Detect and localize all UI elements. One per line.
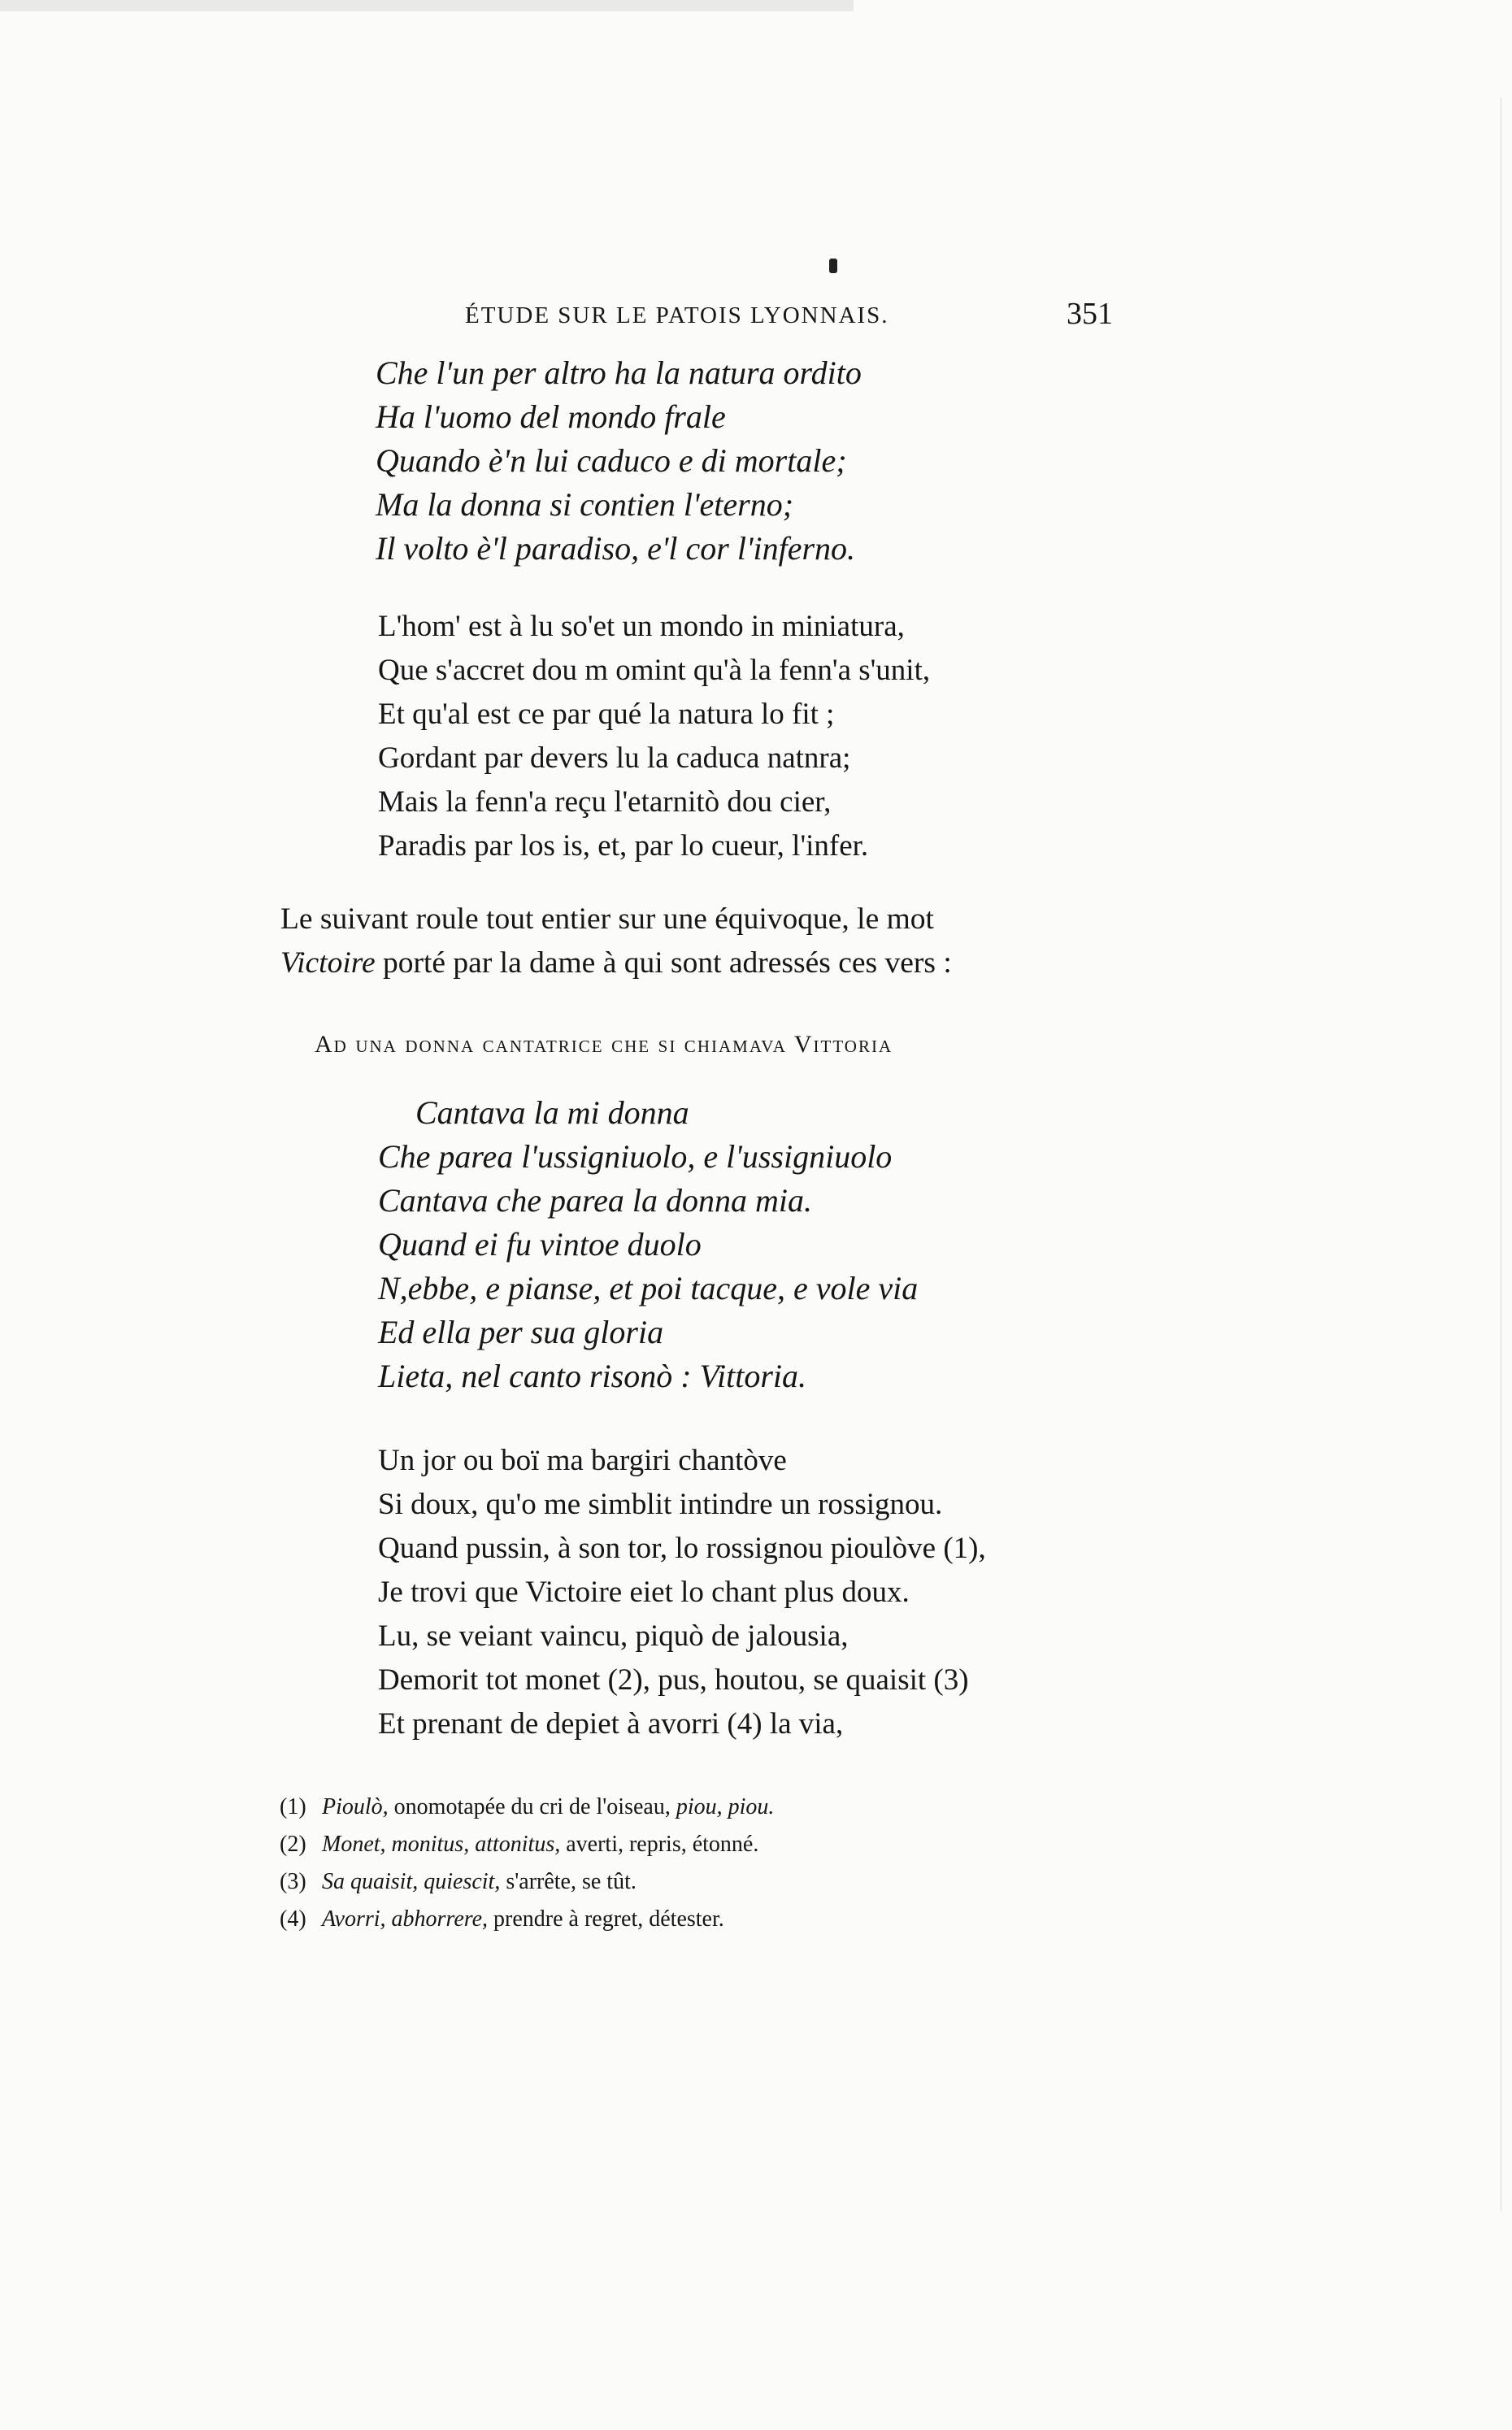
paragraph-line: Le suivant roule tout entier sur une équivoque, le mot: [280, 902, 934, 936]
poem-title: Ad una donna cantatrice che si chiamava Vittoria: [315, 1031, 893, 1058]
patois-stanza-1: [378, 605, 930, 868]
verse-line: Lieta, nel canto risonò : Vittoria.: [378, 1358, 807, 1394]
footnote-term: Sa quaisit, quiescit,: [322, 1869, 501, 1894]
verse-line: Quando è'n lui caduco e di mortale;: [376, 442, 847, 479]
verse-line: Che l'un per altro ha la natura ordito: [376, 354, 862, 391]
intro-paragraph: [280, 898, 952, 985]
patois-stanza-2: [378, 1439, 986, 1746]
footnote-tail: piou, piou.: [676, 1794, 775, 1819]
verse-line: Il volto è'l paradiso, e'l cor l'inferno.: [376, 530, 856, 567]
printer-mark: [829, 259, 837, 273]
verse-line: Ha l'uomo del mondo frale: [376, 398, 726, 435]
verse-line: Si doux, qu'o me simblit intindre un rossignou.: [378, 1488, 943, 1521]
footnotes: [280, 1789, 774, 1938]
footnote: [280, 1863, 774, 1901]
footnote-number: (1): [280, 1794, 306, 1819]
footnote-number: (4): [280, 1906, 306, 1932]
emphasis-word: Victoire: [280, 946, 376, 980]
paragraph-line: [280, 941, 952, 985]
verse-line: Je trovi que Victoire eiet lo chant plus doux.: [378, 1576, 910, 1609]
footnote: [280, 1789, 774, 1826]
verse-line: Quand ei fu vintoe duolo: [378, 1226, 702, 1263]
verse-line: Et qu'al est ce par qué la natura lo fit ;: [378, 698, 835, 731]
verse-line: Demorit tot monet (2), pus, houtou, se quaisit (3): [378, 1663, 969, 1697]
running-header: ÉTUDE SUR LE PATOIS LYONNAIS.: [465, 302, 889, 328]
verse-line: Cantava la mi donna: [415, 1094, 689, 1131]
footnote-text: s'arrête, se tût.: [500, 1869, 637, 1894]
verse-line: Que s'accret dou m omint qu'à la fenn'a s'unit,: [378, 654, 931, 687]
italian-stanza-1: [376, 351, 862, 571]
footnote: [280, 1901, 774, 1938]
verse-line: Quand pussin, à son tor, lo rossignou pioulòve (1),: [378, 1532, 986, 1565]
footnote-text: onomotapée du cri de l'oiseau,: [388, 1794, 676, 1819]
footnote-text: prendre à regret, détester.: [488, 1906, 724, 1932]
verse-line: Lu, se veiant vaincu, piquò de jalousia,: [378, 1619, 849, 1653]
verse-line: Cantava che parea la donna mia.: [378, 1182, 813, 1219]
footnote-number: (2): [280, 1832, 306, 1857]
footnote-term: Avorri, abhorrere,: [322, 1906, 489, 1932]
page-number: 351: [1067, 297, 1113, 331]
scan-artifact: [0, 0, 854, 11]
footnote: [280, 1826, 774, 1863]
verse-line: Gordant par devers lu la caduca natnra;: [378, 741, 851, 775]
verse-line: Un jor ou boï ma bargiri chantòve: [378, 1444, 787, 1477]
verse-line: N,ebbe, e pianse, et poi tacque, e vole via: [378, 1270, 919, 1306]
verse-line: Mais la fenn'a reçu l'etarnitò dou cier,: [378, 785, 832, 819]
footnote-text: averti, repris, étonné.: [560, 1832, 759, 1857]
footnote-term: Monet, monitus, attonitus,: [322, 1832, 561, 1857]
verse-line: Ma la donna si contien l'eterno;: [376, 486, 794, 523]
scan-artifact: [1500, 98, 1502, 2211]
verse-line: Ed ella per sua gloria: [378, 1314, 664, 1350]
verse-line: Paradis par los is, et, par lo cueur, l'infer.: [378, 829, 869, 863]
verse-line: Et prenant de depiet à avorri (4) la via,: [378, 1707, 844, 1741]
italian-stanza-2: [378, 1091, 918, 1398]
verse-line: Che parea l'ussigniuolo, e l'ussigniuolo: [378, 1138, 893, 1175]
verse-line: L'hom' est à lu so'et un mondo in miniatura,: [378, 610, 905, 643]
paragraph-text: porté par la dame à qui sont adressés ces vers :: [375, 946, 952, 980]
footnote-term: Pioulò,: [322, 1794, 389, 1819]
footnote-number: (3): [280, 1869, 306, 1894]
